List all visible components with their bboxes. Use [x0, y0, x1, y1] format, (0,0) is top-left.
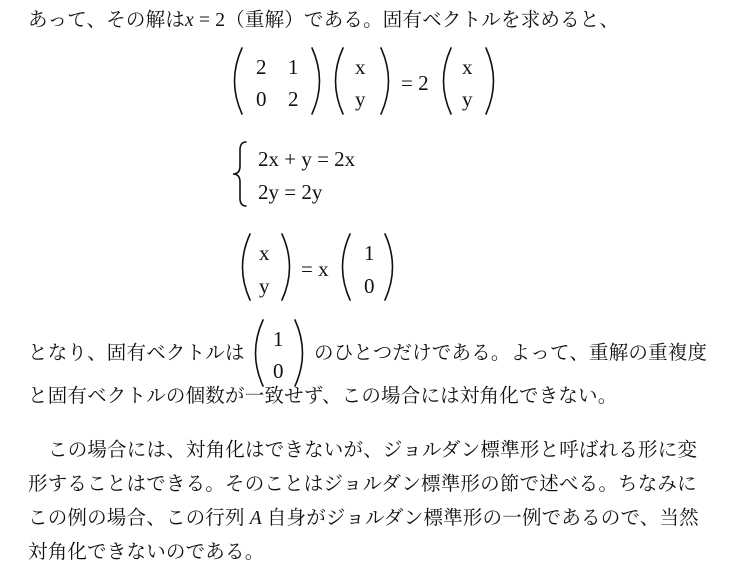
eq1-rhs-right-paren	[486, 48, 494, 114]
vec-x: x	[355, 55, 366, 79]
paragraph2-line3	[28, 504, 699, 533]
vec-y: y	[355, 87, 366, 111]
matrix-a21: 0	[256, 87, 267, 111]
intro-variable: x	[185, 10, 194, 31]
eq3-rhs-0: 0	[364, 274, 375, 298]
paragraph2-text3b: 自身がジョルダン標準形の一例であるので、当然	[266, 506, 699, 529]
eq1-matrix-right-paren	[312, 48, 320, 114]
matrix-symbol-a: A	[249, 508, 262, 529]
eq3-equals: = x	[301, 257, 329, 281]
eq3-lhs-right-paren	[282, 234, 290, 300]
eq1-vec-right-paren	[381, 48, 389, 114]
matrix-a12: 1	[288, 55, 299, 79]
eq3-rhs-1: 1	[364, 241, 375, 265]
eq1-rhs-left-paren	[444, 48, 452, 114]
eigenvector-post-label: のひとつだけである。よって、重解の重複度	[314, 341, 708, 364]
inline-vec-right-paren	[295, 320, 303, 386]
rhs-vec-y: y	[462, 87, 473, 111]
eq3-rhs-left-paren	[343, 234, 351, 300]
paragraph2-text4: 対角化できないのである。	[28, 540, 265, 563]
intro-text: あって、その解は	[28, 8, 186, 31]
inline-vec-0: 0	[273, 359, 284, 383]
system-row-1: 2x + y = 2x	[258, 147, 356, 171]
paragraph2-text2: 形することはできる。そのことはジョルダン標準形の節で述べる。ちなみに	[28, 472, 697, 495]
matrix-a22: 2	[288, 87, 299, 111]
paragraph2-text3a: この例の場合、この行列	[28, 506, 245, 529]
system-brace	[233, 142, 246, 206]
eigenvector-text-post	[314, 339, 707, 367]
inline-vec-left-paren	[256, 320, 264, 386]
eq3-lhs-y: y	[259, 274, 270, 298]
conclusion-text: と固有ベクトルの個数が一致せず、この場合には対角化できない。	[28, 384, 618, 407]
paragraph2-line1	[48, 436, 697, 464]
eq1-vec-left-paren	[336, 48, 344, 114]
eq3-rhs-right-paren	[385, 234, 393, 300]
inline-vec-1: 1	[273, 327, 284, 351]
paragraph2-line2	[28, 470, 697, 498]
paragraph2-line4	[28, 538, 264, 566]
rhs-vec-x: x	[462, 55, 473, 79]
intro-equation: = 2	[193, 10, 226, 31]
paragraph2-text1: この場合には、対角化はできないが、ジョルダン標準形と呼ばれる形に変	[48, 438, 698, 461]
eigenvector-text-pre	[28, 339, 245, 367]
eq3-lhs-x: x	[259, 241, 270, 265]
conclusion-line	[28, 382, 617, 410]
eq1-equals: = 2	[401, 71, 429, 95]
eigenvector-pre-label: となり、固有ベクトルは	[28, 341, 245, 364]
eq1-matrix-left-paren	[235, 48, 243, 114]
matrix-a11: 2	[256, 55, 267, 79]
system-row-2: 2y = 2y	[258, 180, 323, 204]
eq3-lhs-left-paren	[243, 234, 251, 300]
intro-text-rest: （重解）である。固有ベクトルを求めると、	[225, 8, 620, 31]
